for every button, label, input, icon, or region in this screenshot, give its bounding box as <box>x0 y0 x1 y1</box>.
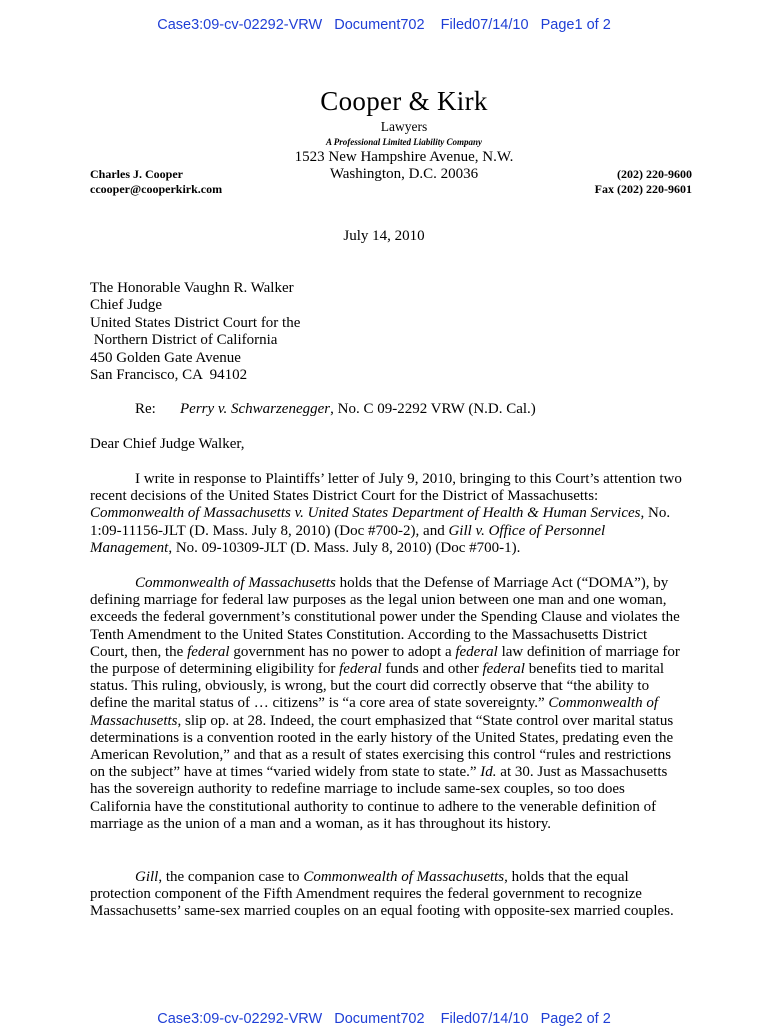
re-label: Re: <box>135 401 156 417</box>
firm-address-line1: 1523 New Hampshire Avenue, N.W. <box>294 149 514 165</box>
text-run: , No. 1:09-11156-JLT (D. Mass. July 8, 2010) (Doc #700-2), and <box>90 505 671 539</box>
text-run: , holds that the equal protection component of the Fifth Amendment requires the federal government to recognize Massachusetts’ same-sex married couples on an equal footing with opposite-sex married couples. <box>90 869 674 920</box>
text-run: I write in response to Plaintiffs’ letter of July 9, 2010, bringing to this Court’s attention two recent decisions of the United States District Court for the District of Massachusetts: <box>90 471 682 505</box>
re-line <box>135 401 536 418</box>
firm-description: A Professional Limited Liability Company <box>325 137 482 147</box>
case-citation: Commonwealth of Massachusetts <box>303 869 505 885</box>
text-run: law definition of marriage for the purpose of determining eligibility for <box>90 643 680 678</box>
sender-contact <box>90 167 222 197</box>
firm-address-line2: Washington, D.C. 20036 <box>329 166 479 182</box>
case-citation: Gill v. Office of Personnel Management <box>90 522 606 556</box>
case-citation: Commonwealth of Massachusetts v. United States Department of Health & Human Services <box>90 505 641 522</box>
re-case-number: , No. C 09-2292 VRW (N.D. Cal.) <box>330 401 536 417</box>
salutation: Dear Chief Judge Walker, <box>90 436 245 452</box>
addressee-line: 450 Golden Gate Avenue <box>90 349 241 366</box>
firm-phone-block <box>595 167 692 197</box>
case-citation: Gill <box>135 869 159 885</box>
docket-header-top: Case3:09-cv-02292-VRW Document702 Filed07/14/10 Page1 of 2 <box>157 17 611 33</box>
emphasis: federal <box>187 643 230 660</box>
case-citation: Id. <box>480 764 497 781</box>
docket-header-bottom: Case3:09-cv-02292-VRW Document702 Filed07/14/10 Page2 of 2 <box>157 1011 611 1027</box>
text-run: funds and other <box>381 661 483 678</box>
addressee-line: Northern District of California <box>90 332 278 349</box>
text-run: , No. 09-10309-JLT (D. Mass. July 8, 2010) (Doc #700-1). <box>168 539 521 556</box>
re-case-name: Perry v. Schwarzenegger <box>180 401 331 417</box>
body-paragraph-1 <box>90 471 682 557</box>
case-citation: Commonwealth of Massachusetts <box>90 695 659 729</box>
addressee-line: United States District Court for the <box>90 314 301 331</box>
text-run: , the companion case to <box>158 869 304 885</box>
emphasis: federal <box>339 661 382 678</box>
text-run: government has no power to adopt a <box>229 643 456 660</box>
letter-date: July 14, 2010 <box>343 228 425 244</box>
phone-number: (202) 220-9600 <box>617 167 692 181</box>
addressee-block <box>90 280 300 384</box>
text-run: at 30. Just as Massachusetts has the sovereign authority to redefine marriage to include same-sex couples, so too does California have the constitutional authority to continue to adhere to the venerable definition of marriage as the union of a man and a woman, as it has throughout its history. <box>90 764 668 832</box>
firm-subtitle: Lawyers <box>380 119 428 134</box>
firm-name: Cooper & Kirk <box>320 86 488 116</box>
emphasis: federal <box>455 643 498 660</box>
sender-name: Charles J. Cooper <box>90 167 183 181</box>
addressee-line: San Francisco, CA 94102 <box>90 367 248 384</box>
text-run: benefits tied to marital status. This ruling, obviously, is wrong, but the court did correctly observe that “the ability to define the marital status of … citizens” is “a core area of state sovereignty.” <box>90 661 665 712</box>
emphasis: federal <box>482 661 525 678</box>
sender-email: ccooper@cooperkirk.com <box>90 182 223 196</box>
text-run: holds that the Defense of Marriage Act (“DOMA”), by defining marriage for federal law purposes as the legal union between one man and one woman, exceeds the federal government’s constitutional power under the Spending Clause and violates the Tenth Amendment to the United States Constitution. According to the Massachusetts District Court, then, the <box>90 575 680 660</box>
fax-number: Fax (202) 220-9601 <box>594 182 692 196</box>
body-paragraph-3 <box>90 869 682 921</box>
case-citation: Commonwealth of Massachusetts <box>135 575 336 591</box>
addressee-line: The Honorable Vaughn R. Walker <box>90 280 294 296</box>
addressee-line: Chief Judge <box>90 297 163 314</box>
text-run: , slip op. at 28. Indeed, the court emphasized that “State control over marital status determinations is a convention rooted in the early history of the United States, predating even the American Revolution,” and that as a result of states exercising this control “rules and restrictions on the subject” have at times “varied widely from state to state.” <box>90 712 674 781</box>
body-paragraph-2 <box>90 575 682 833</box>
